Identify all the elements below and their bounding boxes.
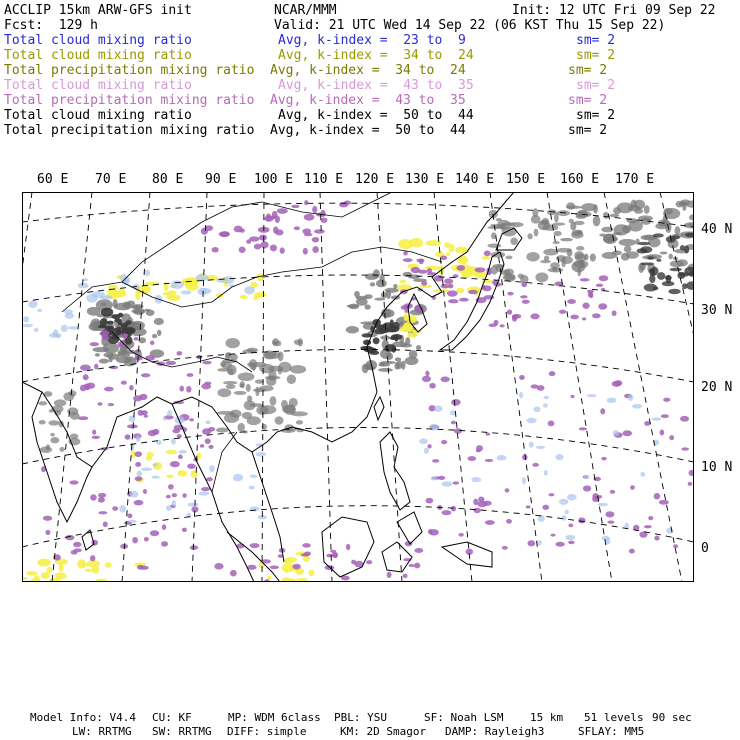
- lat-label: 20 N: [701, 380, 733, 395]
- field-sm: sm= 2: [576, 48, 616, 63]
- lat-label: 10 N: [701, 460, 733, 475]
- field-name: Total precipitation mixing ratio: [4, 123, 255, 138]
- lon-label: 90 E: [205, 172, 237, 187]
- field-avg: Avg, k-index = 50 to 44: [278, 108, 474, 123]
- lon-label: 130 E: [405, 172, 445, 187]
- field-sm: sm= 2: [576, 78, 616, 93]
- lon-label: 80 E: [152, 172, 184, 187]
- model-info-item: Model Info: V4.4: [30, 711, 136, 724]
- field-name: Total cloud mixing ratio: [4, 108, 192, 123]
- field-sm: sm= 2: [568, 93, 608, 108]
- model-info-item: 90 sec: [652, 711, 692, 724]
- lon-label: 110 E: [304, 172, 344, 187]
- field-avg: Avg, k-index = 34 to 24: [278, 48, 474, 63]
- model-info-item: SFLAY: MM5: [578, 725, 645, 738]
- model-info-item: LW: RRTMG: [72, 725, 132, 738]
- model-info-item: 15 km: [530, 711, 564, 724]
- model-info-item: PBL: YSU: [334, 711, 387, 724]
- model-info-item: KM: 2D Smagor: [340, 725, 427, 738]
- center-label: NCAR/MMM: [274, 3, 337, 18]
- map-panel: [22, 192, 694, 582]
- model-title: ACCLIP 15km ARW-GFS init: [4, 3, 192, 18]
- field-avg: Avg, k-index = 43 to 35: [278, 78, 474, 93]
- model-info-item: MP: WDM 6class: [228, 711, 321, 724]
- model-info-item: DIFF: simple: [227, 725, 307, 738]
- lon-label: 150 E: [506, 172, 546, 187]
- field-name: Total precipitation mixing ratio: [4, 63, 255, 78]
- model-info-item: CU: KF: [152, 711, 192, 724]
- valid-time: Valid: 21 UTC Wed 14 Sep 22 (06 KST Thu 15 Sep 22): [274, 18, 666, 33]
- lat-label: 40 N: [701, 222, 733, 237]
- field-avg: Avg, k-index = 23 to 9: [278, 33, 466, 48]
- field-name: Total cloud mixing ratio: [4, 78, 192, 93]
- field-name: Total cloud mixing ratio: [4, 48, 192, 63]
- lat-label: 0: [701, 541, 709, 556]
- field-sm: sm= 2: [568, 123, 608, 138]
- field-sm: sm= 2: [576, 108, 616, 123]
- field-sm: sm= 2: [576, 33, 616, 48]
- model-info-item: SF: Noah LSM: [424, 711, 504, 724]
- field-avg: Avg, k-index = 34 to 24: [270, 63, 466, 78]
- lon-label: 120 E: [355, 172, 395, 187]
- lat-label: 30 N: [701, 303, 733, 318]
- forecast-hour: Fcst: 129 h: [4, 18, 98, 33]
- lon-label: 160 E: [560, 172, 600, 187]
- field-sm: sm= 2: [568, 63, 608, 78]
- field-avg: Avg, k-index = 50 to 44: [270, 123, 466, 138]
- model-info-item: 51 levels: [584, 711, 644, 724]
- model-info-item: SW: RRTMG: [152, 725, 212, 738]
- lon-label: 70 E: [95, 172, 127, 187]
- init-time: Init: 12 UTC Fri 09 Sep 22: [512, 3, 716, 18]
- field-name: Total cloud mixing ratio: [4, 33, 192, 48]
- model-info-item: DAMP: Rayleigh3: [445, 725, 545, 738]
- field-name: Total precipitation mixing ratio: [4, 93, 255, 108]
- lon-label: 140 E: [455, 172, 495, 187]
- lon-label: 100 E: [254, 172, 294, 187]
- lon-label: 60 E: [37, 172, 69, 187]
- field-avg: Avg, k-index = 43 to 35: [270, 93, 466, 108]
- lon-label: 170 E: [615, 172, 655, 187]
